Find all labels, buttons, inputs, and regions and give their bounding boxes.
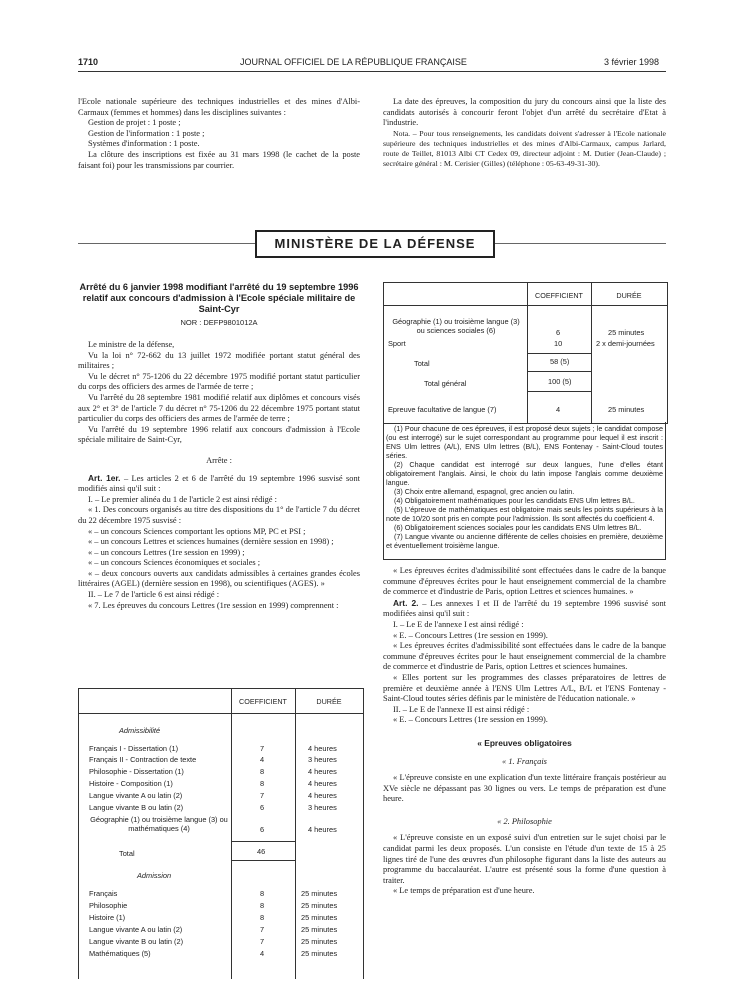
left-table-header-duree: DURÉE — [316, 697, 342, 706]
right-table — [383, 282, 668, 424]
article-1-label: Art. 1er. — [88, 472, 121, 483]
article-2-label: Art. 2. — [393, 597, 419, 608]
note: (7) Langue vivante ou ancienne différente de celles choisies en première, deuxième et éventuellement troisième langue. — [386, 532, 663, 550]
paragraph: « Elles portent sur les programmes des classes préparatoires de lettres de première et deuxième année à l'ENS Ulm Lettres A/L, B/L et l'ENS Fontenay - Saint-Cloud toutes séries définis par le ministère de l'éducation nationale. » — [383, 672, 666, 704]
table-row: Mathématiques (5) — [89, 949, 151, 958]
table-row: Français I - Dissertation (1) — [89, 744, 179, 753]
page-number: 1710 — [78, 57, 99, 67]
total-label: Total — [119, 849, 135, 858]
paragraph: « – un concours Lettres (1re session en 1999) ; — [88, 547, 245, 557]
paragraph: I. – Le E de l'annexe I est ainsi rédigé : — [393, 619, 524, 629]
table-row: Histoire - Composition (1) — [89, 779, 173, 788]
table-row: Géographie (1) ou troisième langue (3) ou sciences sociales (6) — [392, 317, 520, 335]
table-row: Langue vivante A ou latin (2) — [89, 925, 183, 934]
paragraph: l'Ecole nationale supérieure des techniques industrielles et des mines d'Albi-Carmaux (femmes et hommes) dans les disciplines suivantes : — [78, 97, 360, 117]
paragraph: Vu l'arrêté du 28 septembre 1981 modifié relatif aux diplômes et concours visés aux 2° et 3° de l'article 7 du décret n° 75-1206 du 22 décembre 1975 portant statut particulier du corps des officiers des armes de l'armée de terre ; — [78, 392, 360, 424]
left-table-header-coefficient: COEFFICIENT — [239, 697, 287, 706]
section-francais: « 1. Français — [502, 756, 547, 766]
table-cell: 25 minutes — [608, 328, 645, 337]
table-cell: 6 — [260, 825, 265, 834]
optional-epreuve: Epreuve facultative de langue (7) — [388, 405, 497, 414]
article-2 — [383, 598, 666, 620]
paragraph: « L'épreuve consiste en un exposé suivi d'un entretien sur le sujet choisi par le candidat parmi les deux proposés. L'un consiste en l'étude d'un texte de 15 à 25 lignes tiré de l'une des œuvres d'un philosophe figurant dans la liste des auteurs au programme du baccalauréat. L'autre est présenté sous la forme d'une question à traiter. — [383, 833, 666, 885]
epreuves-title: « Epreuves obligatoires — [477, 737, 572, 748]
table-cell: 2 x demi-journées — [596, 339, 655, 348]
paragraph: Vu l'arrêté du 19 septembre 1996 relatif aux concours d'admission à l'Ecole spéciale militaire de Saint-Cyr, — [78, 424, 360, 445]
note: (3) Choix entre allemand, espagnol, grec ancien ou latin. — [394, 487, 575, 496]
paragraph: « 7. Les épreuves du concours Lettres (1re session en 1999) comprennent : — [88, 600, 339, 610]
table-cell: 25 minutes — [301, 925, 338, 934]
section-philosophie: « 2. Philosophie — [497, 816, 552, 826]
note: (1) Pour chacune de ces épreuves, il est proposé deux sujets ; le candidat compose (ou est interrogé) sur le sujet correspondant au programme pour lequel il est inscrit : ENS Ulm lettres (A/L), ENS Ulm lettres (B/L), ENS Fontenay - Saint-Cloud toutes séries. — [386, 424, 663, 460]
journal-title: JOURNAL OFFICIEL DE LA RÉPUBLIQUE FRANÇAISE — [240, 57, 467, 67]
right-table-header-duree: DURÉE — [616, 291, 642, 300]
table-cell: 10 — [554, 339, 563, 348]
table-cell: 7 — [260, 925, 265, 934]
total-value: 46 — [257, 847, 266, 856]
section-admissibilite: Admissibilité — [119, 726, 161, 735]
table-cell: 7 — [260, 744, 265, 753]
paragraph: Vu la loi n° 72-662 du 13 juillet 1972 modifiée portant statut général des militaires ; — [78, 350, 360, 371]
table-row: Langue vivante A ou latin (2) — [89, 791, 183, 800]
paragraph: « Les épreuves écrites d'admissibilité sont effectuées dans le cadre de la banque commune d'épreuves écrites pour le haut enseignement commercial de la chambre de commerce et d'industrie de Paris, option Lettres et sciences humaines. » — [383, 566, 666, 597]
grand-total-value: 100 (5) — [548, 377, 572, 386]
table-cell: 8 — [260, 779, 265, 788]
paragraph: « – deux concours ouverts aux candidats admissibles à certaines grandes écoles littéraires (AGEL) (dernière session en 1998), ou scientifiques (AGES). » — [78, 568, 360, 589]
table-row: Histoire (1) — [89, 913, 126, 922]
table-cell: 4 heures — [308, 767, 337, 776]
table-row: Géographie (1) ou troisième langue (3) ou mathématiques (4) — [90, 815, 228, 833]
arrete-heading — [78, 282, 360, 333]
paragraph: La clôture des inscriptions est fixée au 31 mars 1998 (le cachet de la poste faisant foi) pour les transmissions par courrier. — [78, 149, 360, 170]
table-cell: 4 heures — [308, 791, 337, 800]
paragraph: « E. – Concours Lettres (1re session en 1999). — [393, 630, 548, 640]
table-cell: 8 — [260, 913, 265, 922]
total-value: 58 (5) — [550, 357, 570, 366]
table-row: Langue vivante B ou latin (2) — [89, 803, 184, 812]
left-table — [78, 688, 364, 979]
total-label: Total — [414, 359, 430, 368]
right-table-header-coefficient: COEFFICIENT — [535, 291, 583, 300]
arrete-body — [78, 340, 360, 611]
table-row: Philosophie — [89, 901, 128, 910]
section-admission: Admission — [137, 871, 172, 880]
table-cell: 4 heures — [308, 744, 337, 753]
table-cell: 4 heures — [308, 825, 337, 834]
table-cell: 8 — [260, 889, 265, 898]
note: (4) Obligatoirement mathématiques pour les candidats ENS Ulm lettres B/L. — [394, 496, 635, 505]
table-cell: 6 — [260, 803, 265, 812]
table-cell: 25 minutes — [608, 405, 645, 414]
nota-paragraph: Nota. – Pour tous renseignements, les candidats doivent s'adresser à l'Ecole nationale supérieure des techniques industrielles et des mines d'Albi-Carmaux, campus Jarlard, route de Teillet, 81013 Albi CT Cedex 09, directeur adjoint : M. Dutier (Jean-Claude) ; secrétaire général : M. Cerisier (Gilles) (téléphone : 05-63-49-31-30). — [383, 128, 666, 168]
paragraph: « Les épreuves écrites d'admissibilité sont effectuées dans le cadre de la banque commune d'épreuves écrites pour le haut enseignement commercial de la chambre de commerce et d'industrie de Paris, option Lettres et sciences humaines. — [383, 641, 666, 672]
paragraph: Systèmes d'information : 1 poste. — [88, 139, 200, 149]
paragraph: Le ministre de la défense, — [88, 340, 175, 349]
article-1 — [78, 473, 360, 495]
paragraph: « – un concours Sciences comportant les options MP, PC et PSI ; — [88, 526, 306, 536]
paragraph: « Le temps de préparation est d'une heure. — [393, 886, 535, 896]
paragraph: I. – Le premier alinéa du 1 de l'article 2 est ainsi rédigé : — [88, 494, 277, 504]
table-cell: 25 minutes — [301, 913, 338, 922]
ministry-title: MINISTÈRE DE LA DÉFENSE — [255, 230, 495, 258]
paragraph: II. – Le E de l'annexe II est ainsi rédigé : — [393, 704, 530, 714]
table-cell: 25 minutes — [301, 949, 338, 958]
top-right-text — [383, 97, 666, 169]
table-row: Français — [89, 889, 118, 898]
paragraph: Gestion de projet : 1 poste ; — [88, 118, 181, 128]
table-cell: 6 — [556, 328, 561, 337]
table-cell: 4 heures — [308, 779, 337, 788]
table-cell: 7 — [260, 937, 265, 946]
table-cell: 8 — [260, 767, 265, 776]
table-row: Français II - Contraction de texte — [89, 755, 197, 764]
table-row: Langue vivante B ou latin (2) — [89, 937, 184, 946]
table-cell: 3 heures — [308, 803, 337, 812]
top-left-text — [78, 97, 360, 171]
nor-reference: NOR : DEFP9801012A — [180, 318, 258, 327]
grand-total-label: Total général — [424, 379, 467, 388]
right-body — [383, 566, 666, 897]
table-notes — [383, 422, 666, 560]
paragraph: « – un concours Sciences économiques et sociales ; — [88, 558, 261, 568]
paragraph: Gestion de l'information : 1 poste ; — [88, 128, 205, 138]
paragraph: « L'épreuve consiste en une explication d'un texte littéraire français postérieur au XVe siècle ne dépassant pas 30 lignes ou vers. Le temps de préparation est d'une heure. — [383, 773, 666, 804]
header-rule — [78, 71, 666, 72]
table-cell: 7 — [260, 791, 265, 800]
arrete-title: Arrêté du 6 janvier 1998 modifiant l'arrêté du 19 septembre 1996 relatif aux concours d'admission à l'Ecole spéciale militaire de Saint-Cyr — [79, 282, 359, 314]
article-2-text: – Les annexes I et II de l'arrêté du 19 septembre 1996 susvisé sont modifiées ainsi qu'il suit : — [383, 598, 666, 619]
table-cell: 4 — [556, 405, 561, 414]
table-cell: 25 minutes — [301, 889, 338, 898]
table-row: Sport — [388, 339, 406, 348]
paragraph: « – un concours Lettres et sciences humaines (dernière session en 1998) ; — [88, 537, 334, 547]
article-1-text: – Les articles 2 et 6 de l'arrêté du 19 septembre 1996 susvisé sont modifiés ainsi qu'il suit : — [78, 473, 361, 494]
note: (5) L'épreuve de mathématiques est obligatoire mais seuls les points supérieurs à la note de 10/20 sont pris en compte pour l'admission. Ils sont affectés du coefficient 4. — [386, 505, 663, 523]
paragraph: « E. – Concours Lettres (1re session en 1999). — [393, 715, 548, 725]
table-cell: 25 minutes — [301, 901, 338, 910]
note: (6) Obligatoirement sciences sociales pour les candidats ENS Ulm lettres B/L. — [394, 523, 642, 532]
table-cell: 25 minutes — [301, 937, 338, 946]
table-cell: 4 — [260, 755, 265, 764]
paragraph: II. – Le 7 de l'article 6 est ainsi rédigé : — [88, 590, 220, 600]
table-cell: 8 — [260, 901, 265, 910]
paragraph: Vu le décret n° 75-1206 du 22 décembre 1975 modifié portant statut particulier du corps des officiers des armes de l'armée de terre ; — [78, 371, 360, 392]
arrete-word: Arrête : — [206, 455, 232, 465]
table-cell: 3 heures — [308, 755, 337, 764]
note: (2) Chaque candidat est interrogé sur deux langues, l'une d'elles étant obligatoirement l'anglais. Ainsi, le choix du latin impose l'anglais comme deuxième langue. — [386, 460, 663, 487]
journal-date: 3 février 1998 — [604, 57, 660, 67]
paragraph: La date des épreuves, la composition du jury du concours ainsi que la liste des candidats autorisés à concourir feront l'objet d'un arrêté du secrétaire d'Etat à l'industrie. — [383, 97, 666, 128]
paragraph: « 1. Des concours organisés au titre des dispositions du 1° de l'article 7 du décret du 22 décembre 1975 susvisé : — [78, 505, 360, 525]
table-row: Philosophie - Dissertation (1) — [89, 767, 184, 776]
table-cell: 4 — [260, 949, 265, 958]
